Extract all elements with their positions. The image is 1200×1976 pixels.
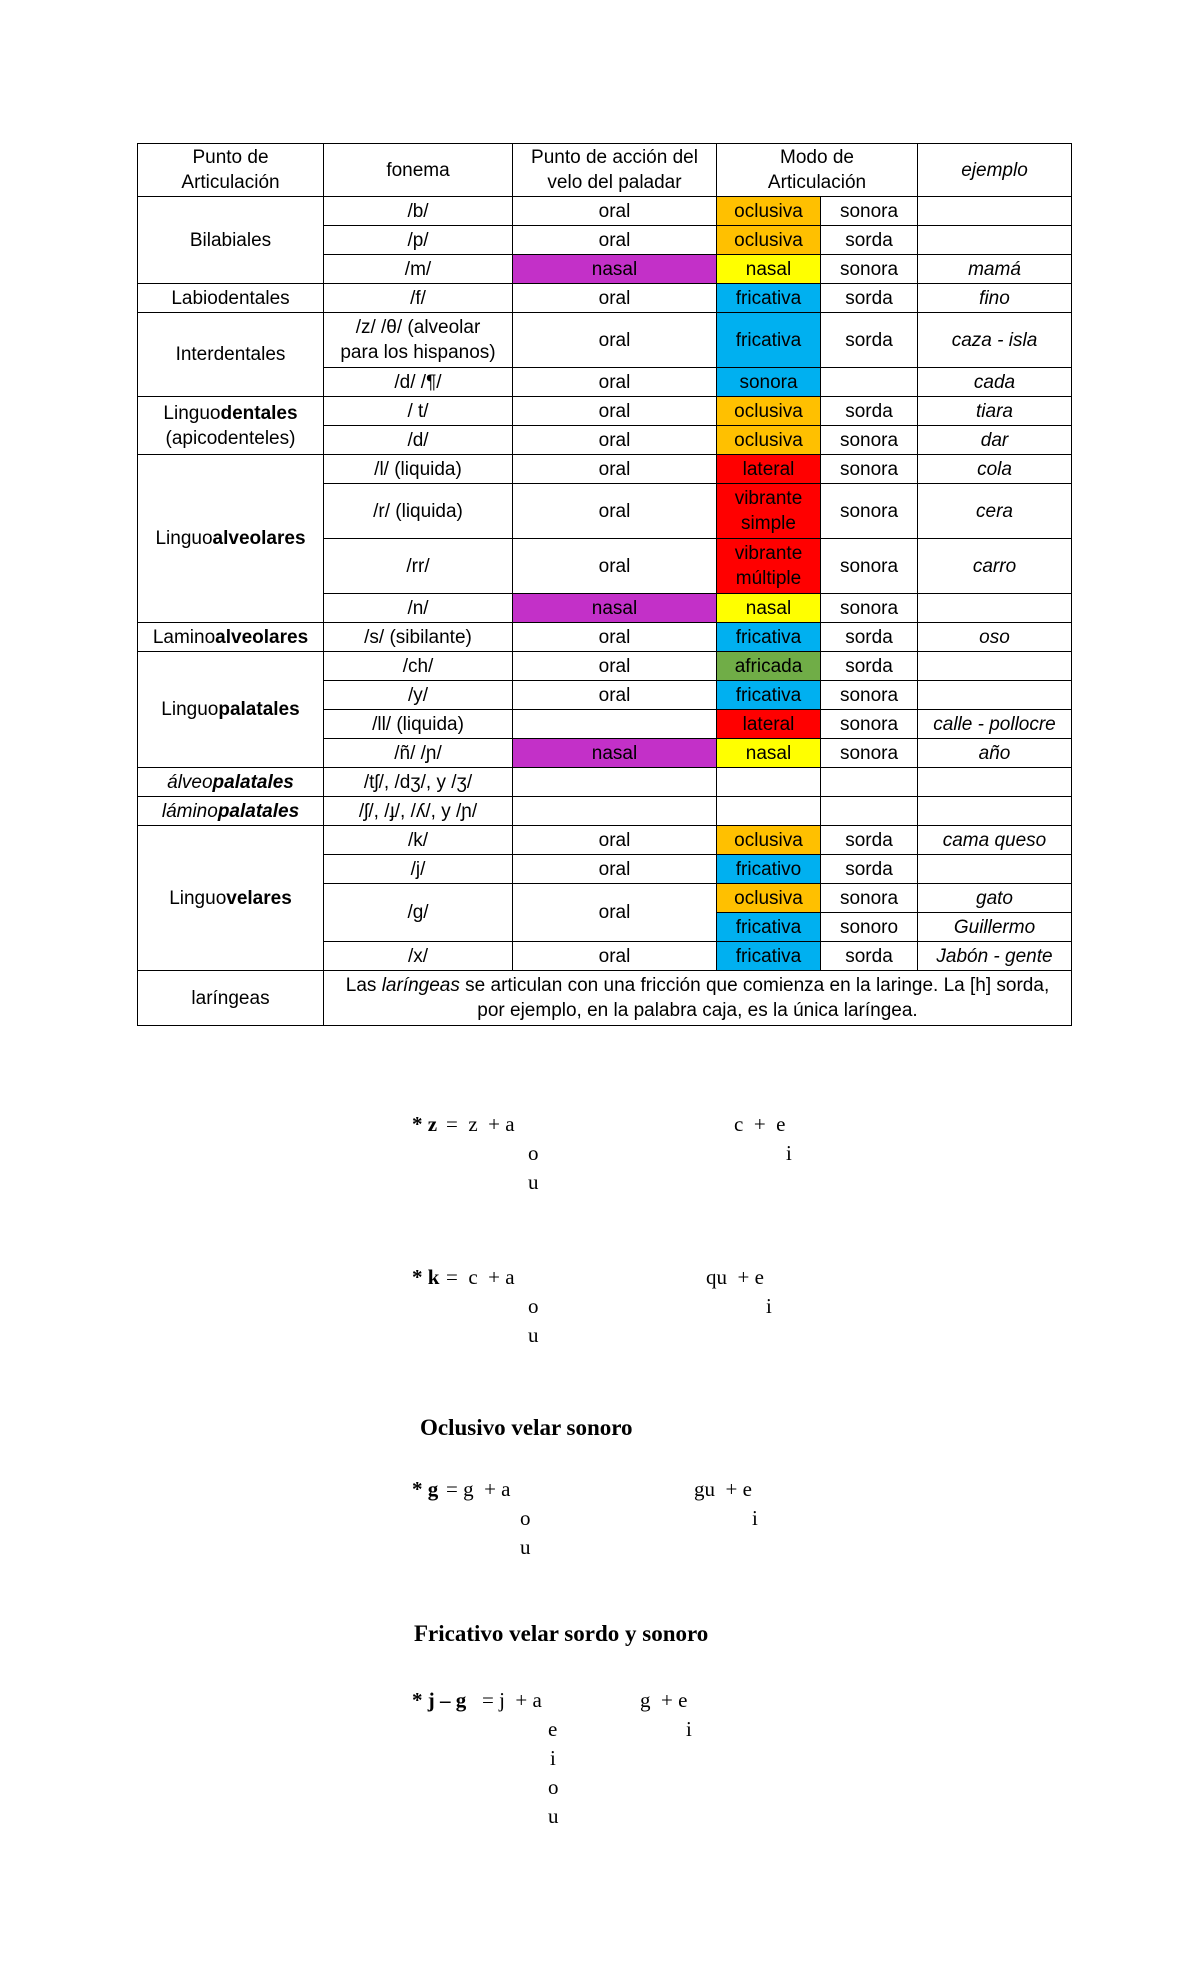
cell-ejemplo: cama queso (918, 826, 1072, 855)
cell-modo: lateral (717, 710, 821, 739)
cell-fonema: /ñ/ /ɲ/ (324, 739, 513, 768)
cell-sonoridad: sorda (821, 284, 918, 313)
cell-modo: nasal (717, 255, 821, 284)
cell-ejemplo: año (918, 739, 1072, 768)
rule-z-o: o (528, 1141, 539, 1165)
cell-sonoridad: sorda (821, 623, 918, 652)
cell-modo: lateral (717, 455, 821, 484)
cell-fonema: /m/ (324, 255, 513, 284)
rule-g-o: o (520, 1506, 531, 1530)
cell-modo: oclusiva (717, 197, 821, 226)
cell-modo: oclusiva (717, 397, 821, 426)
cell-modo: fricativa (717, 942, 821, 971)
rule-k-i: i (766, 1294, 772, 1318)
cell-velo: oral (513, 397, 717, 426)
cell-modo: oclusiva (717, 884, 821, 913)
cell-sonoridad: sonora (821, 710, 918, 739)
cell-ejemplo: Guillermo (918, 913, 1072, 942)
cell-sonoridad: sorda (821, 397, 918, 426)
cell-sonoridad: sonora (821, 197, 918, 226)
cell-fonema: /d/ (324, 426, 513, 455)
cell-velo: oral (513, 197, 717, 226)
cell-sonoridad: sonora (821, 426, 918, 455)
cell-modo: fricativa (717, 913, 821, 942)
cell-modo: sonora (717, 368, 821, 397)
cell-velo: oral (513, 226, 717, 255)
group-laringeas: laríngeas (138, 971, 324, 1026)
cell-modo: fricativa (717, 313, 821, 368)
cell-velo: oral (513, 539, 717, 594)
cell-modo: fricativa (717, 623, 821, 652)
cell-modo: vibrante múltiple (717, 539, 821, 594)
cell-fonema: /p/ (324, 226, 513, 255)
group-linguovelares: Linguovelares (138, 826, 324, 971)
rule-z-i: i (786, 1141, 792, 1165)
rule-k-star: * k (412, 1265, 440, 1289)
cell-ejemplo: cola (918, 455, 1072, 484)
cell-fonema: /j/ (324, 855, 513, 884)
cell-modo: oclusiva (717, 226, 821, 255)
rule-g-gue: gu + e (694, 1477, 752, 1501)
group-interdentales: Interdentales (138, 313, 324, 397)
cell-velo: oral (513, 284, 717, 313)
rule-k-eq: = c + a (446, 1265, 515, 1289)
cell-ejemplo: gato (918, 884, 1072, 913)
cell-fonema: /ʃ/, /ɟ/, /ʎ/, y /ɲ/ (324, 797, 513, 826)
header-fonema: fonema (324, 144, 513, 197)
rule-z-u: u (528, 1170, 539, 1194)
cell-velo: oral (513, 681, 717, 710)
rule-k-que: qu + e (706, 1265, 764, 1289)
cell-modo: africada (717, 652, 821, 681)
cell-ejemplo: mamá (918, 255, 1072, 284)
cell-velo: oral (513, 652, 717, 681)
rule-k-u: u (528, 1323, 539, 1347)
cell-sonoridad: sorda (821, 826, 918, 855)
cell-sonoridad: sonora (821, 539, 918, 594)
group-linguodentales: Linguodentales (apicodenteles) (138, 397, 324, 455)
rule-jg-i2: i (686, 1717, 692, 1741)
rule-jg-o: o (548, 1775, 559, 1799)
cell-sonoridad: sorda (821, 942, 918, 971)
cell-velo: nasal (513, 594, 717, 623)
cell-sonoridad: sorda (821, 226, 918, 255)
group-bilabiales: Bilabiales (138, 197, 324, 284)
cell-ejemplo: calle - pollocre (918, 710, 1072, 739)
header-accion: Punto de acción del velo del paladar (513, 144, 717, 197)
group-laminoalveolares: Laminoalveolares (138, 623, 324, 652)
rule-jg-star: * j – g (412, 1688, 467, 1712)
cell-velo: oral (513, 484, 717, 539)
cell-sonoridad: sonoro (821, 913, 918, 942)
cell-velo: nasal (513, 739, 717, 768)
cell-fonema: /f/ (324, 284, 513, 313)
cell-fonema: /r/ (liquida) (324, 484, 513, 539)
cell-fonema: /k/ (324, 826, 513, 855)
cell-velo: oral (513, 313, 717, 368)
rule-jg-ge: g + e (640, 1688, 688, 1712)
cell-ejemplo: dar (918, 426, 1072, 455)
cell-sonoridad: sonora (821, 455, 918, 484)
heading-oclusivo-velar: Oclusivo velar sonoro (420, 1415, 633, 1440)
cell-fonema: /tʃ/, /dʒ/, y /ʒ/ (324, 768, 513, 797)
rule-jg-e: e (548, 1717, 558, 1741)
cell-ejemplo: caza - isla (918, 313, 1072, 368)
cell-fonema: /s/ (sibilante) (324, 623, 513, 652)
cell-ejemplo: cada (918, 368, 1072, 397)
cell-fonema: /ch/ (324, 652, 513, 681)
cell-fonema: /n/ (324, 594, 513, 623)
rule-z-star: * z (412, 1112, 438, 1136)
cell-fonema: /z/ /θ/ (alveolar para los hispanos) (324, 313, 513, 368)
cell-modo: oclusiva (717, 426, 821, 455)
rule-g-i: i (752, 1506, 758, 1530)
cell-fonema: /d/ /¶/ (324, 368, 513, 397)
group-labiodentales: Labiodentales (138, 284, 324, 313)
cell-velo: oral (513, 426, 717, 455)
cell-sonoridad: sonora (821, 884, 918, 913)
cell-fonema: / t/ (324, 397, 513, 426)
heading-fricativo-velar: Fricativo velar sordo y sonoro (414, 1621, 709, 1646)
header-modo: Modo de Articulación (717, 144, 918, 197)
cell-velo: oral (513, 942, 717, 971)
cell-velo: oral (513, 455, 717, 484)
rule-k-o: o (528, 1294, 539, 1318)
cell-sonoridad: sorda (821, 855, 918, 884)
cell-sonoridad: sonora (821, 739, 918, 768)
cell-ejemplo: tiara (918, 397, 1072, 426)
cell-velo: oral (513, 855, 717, 884)
rule-jg-u: u (548, 1804, 559, 1828)
cell-velo: nasal (513, 255, 717, 284)
cell-fonema: /ll/ (liquida) (324, 710, 513, 739)
cell-ejemplo: cera (918, 484, 1072, 539)
cell-velo: oral (513, 368, 717, 397)
cell-modo: nasal (717, 594, 821, 623)
cell-modo: fricativa (717, 284, 821, 313)
cell-modo: fricativa (717, 681, 821, 710)
cell-sonoridad: sorda (821, 652, 918, 681)
cell-fonema: /g/ (324, 884, 513, 942)
cell-fonema: /x/ (324, 942, 513, 971)
cell-fonema: /rr/ (324, 539, 513, 594)
rule-g-star: * g (412, 1477, 439, 1501)
cell-sonoridad: sonora (821, 484, 918, 539)
cell-ejemplo: oso (918, 623, 1072, 652)
cell-sonoridad: sorda (821, 313, 918, 368)
rule-g-eq: = g + a (446, 1477, 511, 1501)
cell-fonema: /y/ (324, 681, 513, 710)
cell-sonoridad: sonora (821, 594, 918, 623)
cell-velo: oral (513, 623, 717, 652)
group-linguopalatales: Linguopalatales (138, 652, 324, 768)
rule-jg-i: i (550, 1746, 556, 1770)
header-punto: Punto de Articulación (138, 144, 324, 197)
cell-velo: oral (513, 884, 717, 942)
cell-modo: fricativo (717, 855, 821, 884)
rule-g-u: u (520, 1535, 531, 1559)
header-ejemplo: ejemplo (918, 144, 1072, 197)
cell-ejemplo: fino (918, 284, 1072, 313)
cell-sonoridad: sonora (821, 681, 918, 710)
cell-modo: nasal (717, 739, 821, 768)
rule-z-ce: c + e (734, 1112, 786, 1136)
group-laminopalatales: láminopalatales (138, 797, 324, 826)
rule-z-eq: = z + a (446, 1112, 515, 1136)
group-linguoalveolares: Linguoalveolares (138, 455, 324, 623)
cell-modo: oclusiva (717, 826, 821, 855)
cell-fonema: /l/ (liquida) (324, 455, 513, 484)
cell-modo: vibrante simple (717, 484, 821, 539)
laringeas-note: Las laríngeas se articulan con una fricción que comienza en la laringe. La [h] sorda, por ejemplo, en la palabra caja, es la única laríngea. (324, 971, 1072, 1026)
group-alveopalatales: álveopalatales (138, 768, 324, 797)
rule-jg-eq: = j + a (482, 1688, 542, 1712)
cell-sonoridad: sonora (821, 255, 918, 284)
cell-velo: oral (513, 826, 717, 855)
cell-ejemplo: carro (918, 539, 1072, 594)
cell-fonema: /b/ (324, 197, 513, 226)
cell-ejemplo: Jabón - gente (918, 942, 1072, 971)
